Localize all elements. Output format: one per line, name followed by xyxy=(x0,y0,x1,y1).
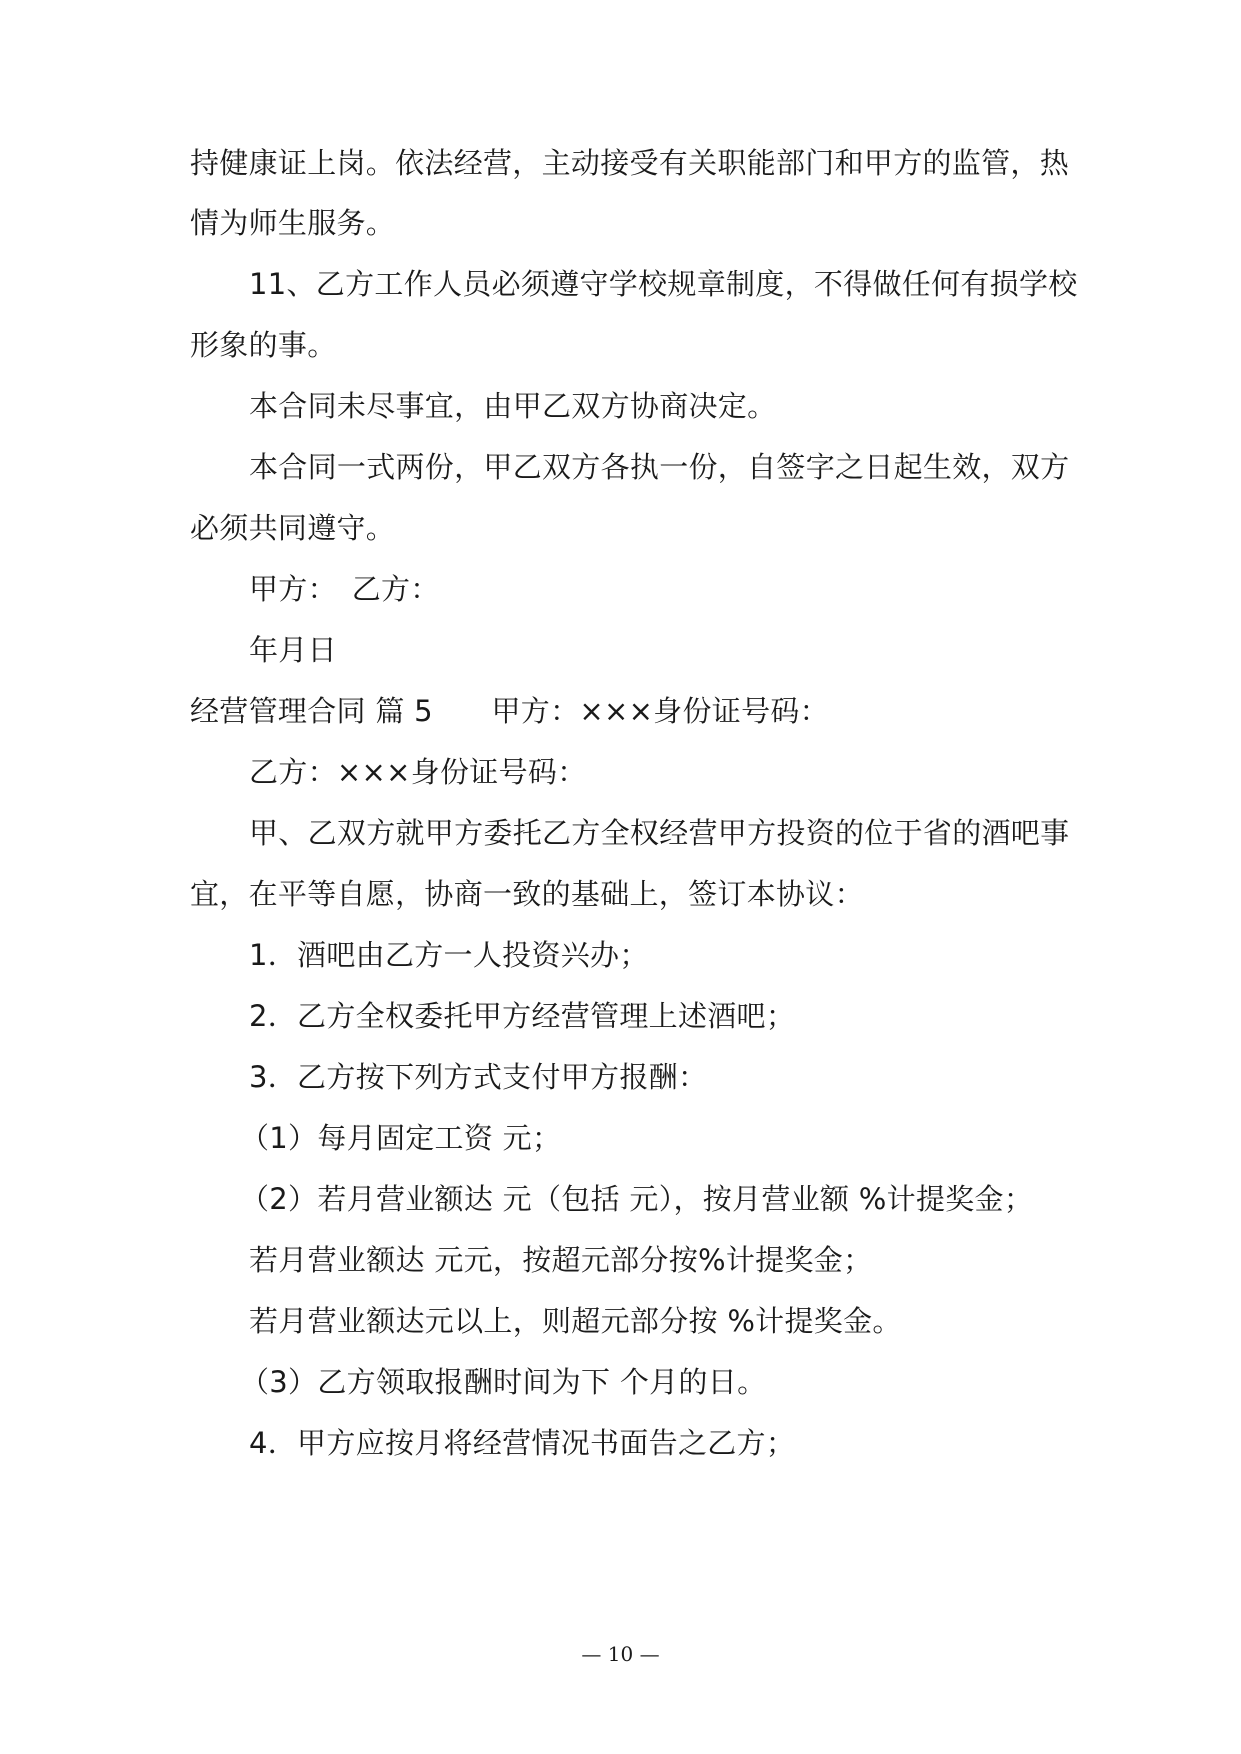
text-line: 若月营业额达 元元，按超元部分按%计提奖金； xyxy=(249,1243,873,1277)
text-line: 本合同未尽事宜，由甲乙双方协商决定。 xyxy=(249,389,777,423)
text-line: 必须共同遵守。 xyxy=(190,511,396,545)
date-line: 年月日 xyxy=(249,633,337,667)
section-heading: 经营管理合同 篇 5 甲方：×××身份证号码： xyxy=(190,694,829,728)
text-line: 宜，在平等自愿，协商一致的基础上，签订本协议： xyxy=(190,877,864,911)
text-line: 持健康证上岗。依法经营，主动接受有关职能部门和甲方的监管，热 xyxy=(190,146,1070,180)
list-item: 1．酒吧由乙方一人投资兴办； xyxy=(249,938,649,972)
list-item: 3．乙方按下列方式支付甲方报酬： xyxy=(249,1060,708,1094)
signature-line: 甲方： 乙方： xyxy=(249,572,440,606)
list-item: 2．乙方全权委托甲方经营管理上述酒吧； xyxy=(249,999,796,1033)
text-line: 11、乙方工作人员必须遵守学校规章制度，不得做任何有损学校 xyxy=(249,267,1078,301)
list-item: （2）若月营业额达 元（包括 元），按月营业额 %计提奖金； xyxy=(240,1182,1034,1216)
text-line: 若月营业额达元以上，则超元部分按 %计提奖金。 xyxy=(249,1304,902,1338)
page-number: — 10 — xyxy=(581,1642,660,1666)
list-item: （1）每月固定工资 元； xyxy=(240,1121,562,1155)
text-line: 形象的事。 xyxy=(190,328,337,362)
list-item: 4．甲方应按月将经营情况书面告之乙方； xyxy=(249,1426,796,1460)
text-line: 甲、乙双方就甲方委托乙方全权经营甲方投资的位于省的酒吧事 xyxy=(249,816,1070,850)
text-line: 情为师生服务。 xyxy=(190,206,396,240)
text-line: 本合同一式两份，甲乙双方各执一份，自签字之日起生效，双方 xyxy=(249,450,1070,484)
list-item: （3）乙方领取报酬时间为下 个月的日。 xyxy=(240,1365,767,1399)
text-line: 乙方：×××身份证号码： xyxy=(249,755,587,789)
